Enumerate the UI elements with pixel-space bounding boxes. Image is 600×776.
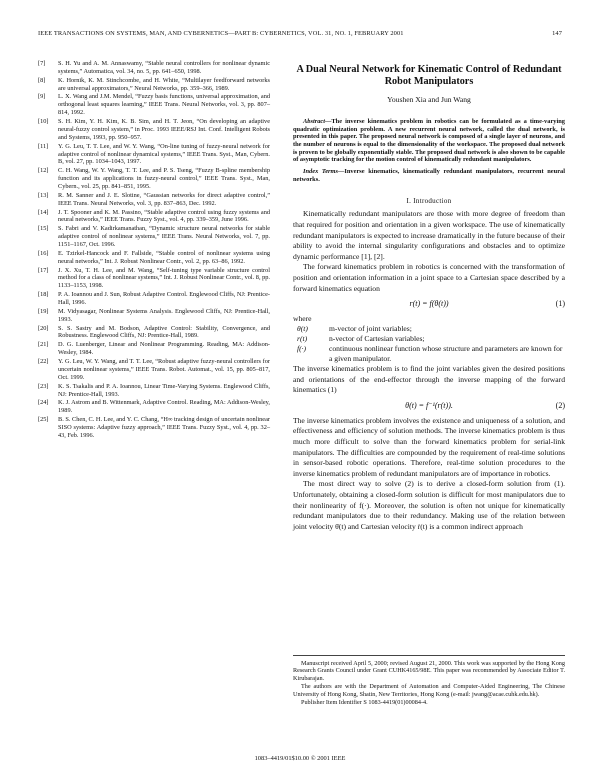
- references-column: [38, 60, 270, 441]
- reference-text: S. H. Yu and A. M. Annaswamy, “Stable neural controllers for nonlinear dynamic systems,” Automatica, vol. 34, no. 5, pp. 641–650, 1998.: [58, 60, 270, 75]
- definition-description: n-vector of Cartesian variables;: [329, 334, 425, 344]
- running-header: [38, 30, 562, 37]
- index-terms-label: Index Terms—: [303, 168, 345, 176]
- reference-text: J. X. Xu, T. H. Lee, and M. Wang, “Self-tuning type variable structure control method for a class of nonlinear systems,” Int. J. Robust Nonlinear Contr., vol. 8, pp. 1133–1153, 1998.: [58, 266, 270, 290]
- reference-number: [10]: [38, 118, 49, 126]
- reference-number: [17]: [38, 266, 49, 274]
- reference-text: D. G. Luenberger, Linear and Nonlinear Programming. Reading, MA: Addison-Wesley, 1984.: [58, 341, 270, 357]
- reference-number: [15]: [38, 225, 49, 233]
- reference-number: [18]: [38, 291, 49, 299]
- reference-number: [11]: [38, 142, 49, 150]
- reference-item: [38, 416, 270, 440]
- paragraph-5: The most direct way to solve (2) is to derive a closed-form solution from (1). Unfortunately, obtaining a closed-form solution is difficult for most manipulators due to their nonlinearity of f(·). Moreover, the solution is often not unique for kinematically redundant manipulators due to their redundancy. Making use of the relation between joint velocity θ̇(t) and Cartesian velocity ṙ(t) is a common indirect approach: [293, 479, 565, 531]
- reference-text: M. Vidyasagar, Nonlinear Systems Analysis. Englewood Cliffs, NJ: Prentice-Hall, 1993.: [58, 307, 270, 323]
- reference-item: [38, 60, 270, 76]
- paragraph-3: The inverse kinematics problem is to find the joint variables given the desired positions and orientations of the end-effector through the inverse mapping of the forward kinematics (1): [293, 364, 565, 395]
- definition-list: [293, 324, 565, 364]
- reference-item: [38, 399, 270, 415]
- paper-authors: Youshen Xia and Jun Wang: [387, 95, 471, 104]
- reference-item: [38, 325, 270, 341]
- reference-text: K. J. Astrom and B. Wittenmark, Adaptive Control. Reading, MA: Addison-Wesley, 1989.: [58, 399, 270, 415]
- reference-number: [22]: [38, 357, 49, 365]
- definition-row: [293, 344, 565, 364]
- definition-description: continuous nonlinear function whose structure and parameters are known for a given manipulator.: [329, 344, 563, 364]
- reference-item: [38, 250, 270, 266]
- equation-2-body: θ(t) = f⁻¹(r(t)).: [405, 400, 453, 410]
- equation-1-body: r(t) = f(θ(t)): [409, 299, 449, 309]
- definition-row: [293, 324, 565, 334]
- reference-number: [12]: [38, 167, 49, 175]
- definition-symbol: θ(t): [297, 324, 308, 334]
- reference-item: [38, 192, 270, 208]
- reference-text: K. S. Tsakalis and P. A. Ioannou, Linear Time-Varying Systems. Englewood Cliffs, NJ: Prentice-Hall, 1993.: [58, 382, 270, 398]
- reference-number: [23]: [38, 382, 49, 390]
- paragraph-4: The inverse kinematics problem involves the existence and uniqueness of a solution, and effectiveness and efficiency of solution methods. The inverse kinematics problem is thus much more difficult to solve than the forward kinematics problem for serial-link manipulators. The difficulties are compounded by the requirement of real-time solutions in sensor-based robotic operations. Therefore, real-time solution procedures to the inverse kinematics problem of redundant manipulators are of importance in robotics.: [293, 415, 565, 478]
- reference-item: [38, 118, 270, 142]
- equation-2: [293, 402, 565, 410]
- reference-number: [24]: [38, 399, 49, 407]
- definition-description: m-vector of joint variables;: [329, 324, 412, 334]
- paper-title: A Dual Neural Network for Kinematic Control of Redundant Robot Manipulators: [296, 64, 562, 87]
- journal-header: IEEE TRANSACTIONS ON SYSTEMS, MAN, AND CYBERNETICS—PART B: CYBERNETICS, VOL. 31, NO. 1, FEBRUARY 2001: [38, 30, 404, 37]
- reference-number: [20]: [38, 324, 49, 332]
- reference-item: [38, 358, 270, 382]
- reference-text: P. A. Ioannou and J. Sun, Robust Adaptive Control. Englewood Cliffs, NJ: Prentice-Hall, 1996.: [58, 291, 270, 307]
- reference-item: [38, 267, 270, 291]
- footnote-identifier: Publisher Item Identifier S 1083-4419(01)00084-4.: [301, 699, 428, 707]
- reference-text: Y. G. Leu, T. T. Lee, and W. Y. Wang, “On-line tuning of fuzzy-neural network for adaptive control of nonlinear dynamical systems,” IEEE Trans. Syst., Man, Cybern. B, vol. 27, pp. 1034–1043, 1997.: [58, 142, 270, 166]
- reference-item: [38, 77, 270, 93]
- reference-number: [14]: [38, 208, 49, 216]
- reference-item: [38, 291, 270, 307]
- reference-item: [38, 341, 270, 357]
- reference-text: R. M. Sanner and J. E. Slotine, “Gaussian networks for direct adaptive control,” IEEE Trans. Neural Networks, vol. 3, pp. 837–863, Dec. 1992.: [58, 191, 270, 207]
- reference-text: K. Hornik, K. M. Stinchcombe, and H. White, “Multilayer feedforward networks are universal approximators,” Neural Networks, pp. 359–366, 1989.: [58, 76, 270, 92]
- reference-number: [21]: [38, 341, 49, 349]
- article-column: [293, 60, 565, 532]
- equation-2-number: (2): [555, 400, 565, 410]
- reference-text: E. Tzirkel-Hancock and F. Fallside, “Stable control of nonlinear systems using neural networks,” Int. J. Robust Nonlinear Contr., vol. 2, pp. 63–86, 1992.: [58, 249, 270, 265]
- definition-symbol: r(t): [297, 334, 308, 344]
- definition-row: [293, 334, 565, 344]
- reference-text: S. S. Sastry and M. Bodson, Adaptive Control: Stability, Convergence, and Robustness. Englewood Cliffs, NJ: Prentice-Hall, 1989.: [58, 324, 270, 340]
- footnote: [293, 655, 565, 707]
- reference-number: [19]: [38, 307, 49, 315]
- reference-item: [38, 308, 270, 324]
- reference-text: L. X. Wang and J.M. Mendel, “Fuzzy basis functions, universal approximation, and orthogonal least squares learning,” IEEE Trans. Neural Networks, vol. 3, pp. 807–814, 1992.: [58, 93, 270, 117]
- reference-item: [38, 167, 270, 191]
- reference-number: [9]: [38, 93, 46, 101]
- reference-text: Y. G. Leu, W. Y. Wang, and T. T. Lee, “Robust adaptive fuzzy-neural controllers for uncertain nonlinear systems,” IEEE Trans. Robot. Automat., vol. 15, pp. 805–817, Oct. 1999.: [58, 357, 270, 381]
- copyright-line: 1083–4419/01$10.00 © 2001 IEEE: [254, 755, 346, 762]
- reference-item: [38, 209, 270, 225]
- reference-number: [25]: [38, 416, 49, 423]
- reference-item: [38, 93, 270, 117]
- index-terms: [293, 168, 565, 183]
- abstract-text: The inverse kinematics problem in robotics can be formulated as a time-varying quadratic optimization problem. A new recurrent neural network, called the dual network, is presented in this paper. The proposed neural network is composed of a single layer of neurons, and the number of neurons is equal to the dimensionality of the workspace. The proposed dual network is proven to be globally exponentially stable. The proposed dual network is also shown to be capable of asymptotic tracking for the motion control of kinematically redundant manipulators.: [293, 117, 565, 164]
- footnote-manuscript: Manuscript received April 5, 2000; revised August 21, 2000. This work was supported by the Hong Kong Research Grants Council under Grant CUHK4165/98E. This paper was recommended by Associate Editor T. Kirubarajan.: [293, 660, 565, 682]
- where-label: where: [293, 314, 312, 324]
- footnote-affiliation: The authors are with the Department of Automation and Computer-Aided Engineering, The Chinese University of Hong Kong, Shatin, New Territories, Hong Kong (e-mail: jwang@acae.cuhk.edu.hk).: [293, 683, 565, 698]
- abstract-label: Abstract—: [303, 117, 332, 125]
- definition-symbol: f(·): [297, 344, 307, 354]
- abstract: [293, 118, 565, 164]
- equation-1-number: (1): [555, 299, 565, 309]
- reference-text: S. H. Kim, Y. H. Kim, K. B. Sim, and H. T. Jeon, “On developing an adaptive neural-fuzzy control system,” in Proc. 1993 IEEE/RSJ Int. Conf. Intelligent Robots and Systems, 1993, pp. 950–957.: [58, 118, 270, 141]
- reference-text: S. Fabri and V. Kadirkamanathan, “Dynamic structure neural networks for stable adaptive control of nonlinear systems,” IEEE Trans. Neural Networks, vol. 7, pp. 1151–1167, Oct. 1996.: [58, 225, 270, 249]
- index-terms-text: Inverse kinematics, kinematically redundant manipulators, recurrent neural networks.: [293, 168, 565, 183]
- page-number: 147: [552, 30, 562, 37]
- reference-item: [38, 225, 270, 249]
- equation-1: [293, 300, 565, 308]
- reference-number: [16]: [38, 249, 49, 257]
- reference-number: [7]: [38, 60, 46, 67]
- reference-text: C. H. Wang, W. Y. Wang, T. T. Lee, and P. S. Tseng, “Fuzzy B-spline membership function and its applications in fuzzy-neural control,” IEEE Trans. Syst., Man, Cybern., vol. 25, pp. 841–851, 1995.: [58, 167, 270, 191]
- paragraph-1: Kinematically redundant manipulators are those with more degree of freedom than that required for position and orientation in a given workspace. The use of kinematically redundant manipulators is expected to increase dramatically in the future because of their ability to avoid the internal singularity configurations and obstacles and to optimize dynamic performance [1], [2].: [293, 209, 565, 261]
- section-heading: I. Introduction: [406, 196, 452, 205]
- reference-text: B. S. Chen, C. H. Lee, and Y. C. Chang, “H∞ tracking design of uncertain nonlinear SISO systems: Adaptive fuzzy approach,” IEEE Trans. Fuzzy Syst., vol. 4, pp. 32–43, Feb. 1996.: [58, 416, 270, 439]
- reference-text: J. T. Spooner and K. M. Passino, “Stable adaptive control using fuzzy systems and neural networks,” IEEE Trans. Fuzzy Syst., vol. 4, pp. 339–359, June 1996.: [58, 208, 270, 224]
- reference-number: [13]: [38, 191, 49, 199]
- reference-number: [8]: [38, 76, 46, 84]
- reference-item: [38, 383, 270, 399]
- paragraph-2: The forward kinematics problem in robotics is concerned with the transformation of position and orientation information in a joint space to a Cartesian space described by a forward kinematics equation: [293, 262, 565, 293]
- reference-item: [38, 143, 270, 167]
